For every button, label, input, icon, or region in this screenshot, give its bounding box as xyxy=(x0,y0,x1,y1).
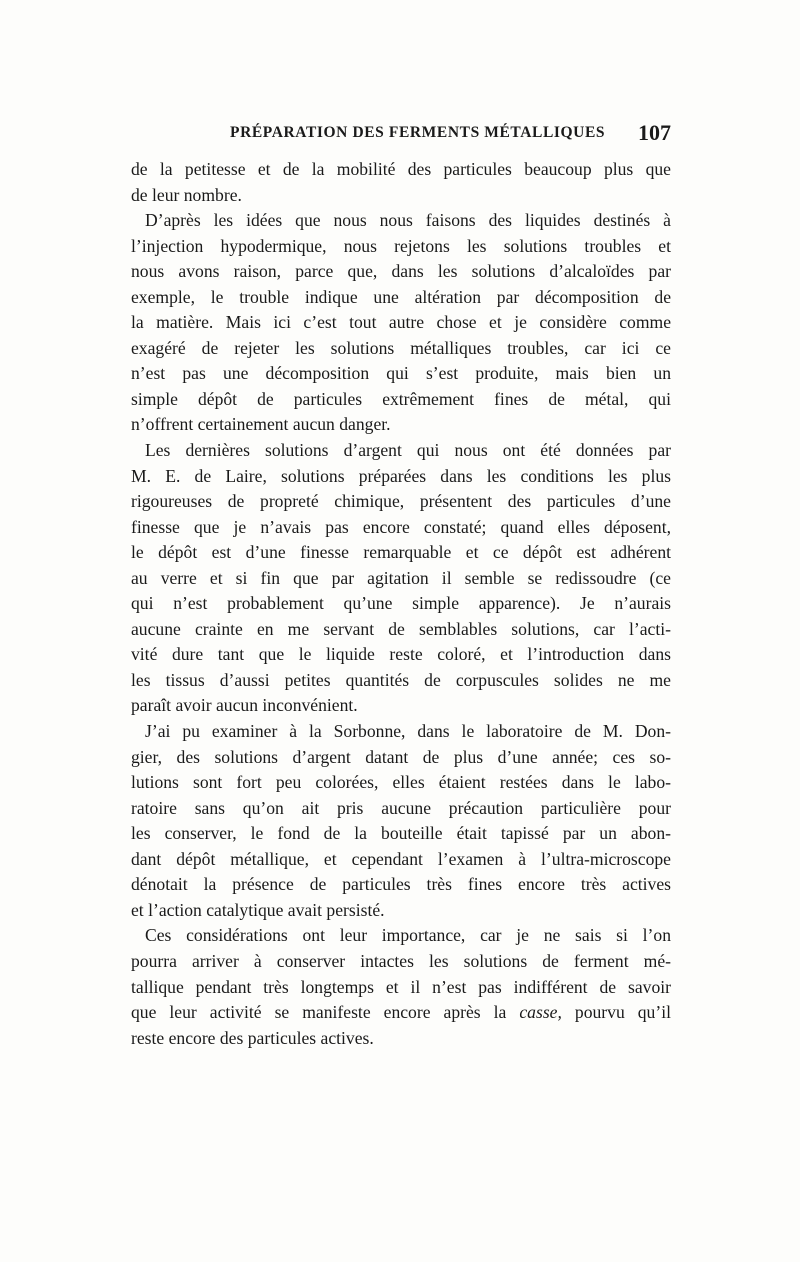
text-line: D’après les idées que nous nous faisons des liquides destinés à xyxy=(145,210,671,231)
text-line: reste encore des particules actives. xyxy=(131,1027,374,1048)
paragraph-2 xyxy=(131,208,671,438)
text-line: lutions sont fort peu colorées, elles étaient restées dans le labo- xyxy=(131,772,671,793)
text-line: n’offrent certainement aucun danger. xyxy=(131,414,391,435)
text-line: aucune crainte en me servant de semblables solutions, car l’acti- xyxy=(131,618,671,639)
text-line: paraît avoir aucun inconvénient. xyxy=(131,695,358,716)
text-line: rigoureuses de propreté chimique, présentent des particules d’une xyxy=(131,491,671,512)
text-line: gier, des solutions d’argent datant de plus d’une année; ces so- xyxy=(131,746,671,767)
paragraph-5 xyxy=(131,923,671,1051)
text-line: Les dernières solutions d’argent qui nous ont été données par xyxy=(145,440,671,461)
text-line: de leur nombre. xyxy=(131,184,242,205)
paragraph-4 xyxy=(131,719,671,923)
text-line: simple dépôt de particules extrêmement fines de métal, qui xyxy=(131,388,671,409)
text-line: exemple, le trouble indique une altération par décomposition de xyxy=(131,286,671,307)
text-line: dant dépôt métallique, et cependant l’examen à l’ultra-microscope xyxy=(131,848,671,869)
text-line: de la petitesse et de la mobilité des particules beaucoup plus que xyxy=(131,159,671,179)
text-segment: que leur activité se manifeste encore après la xyxy=(131,1002,520,1023)
text-line: ratoire sans qu’on ait pris aucune précaution particulière pour xyxy=(131,797,671,818)
text-line: Ces considérations ont leur importance, car je ne sais si l’on xyxy=(145,925,671,946)
text-line-with-italic xyxy=(131,1000,671,1026)
paragraph-3 xyxy=(131,438,671,719)
text-line: tallique pendant très longtemps et il n’est pas indifférent de savoir xyxy=(131,976,671,997)
text-line: exagéré de rejeter les solutions métalliques troubles, car ici ce xyxy=(131,337,671,358)
text-line: l’injection hypodermique, nous rejetons les solutions troubles et xyxy=(131,235,671,256)
running-title: PRÉPARATION DES FERMENTS MÉTALLIQUES xyxy=(230,124,606,141)
text-line: pourra arriver à conserver intactes les solutions de ferment mé- xyxy=(131,950,671,971)
text-line: le dépôt est d’une finesse remarquable et ce dépôt est adhérent xyxy=(131,542,671,563)
text-line: les tissus d’aussi petites quantités de corpuscules solides ne me xyxy=(131,669,671,690)
text-line: qui n’est probablement qu’une simple apparence). Je n’aurais xyxy=(131,593,671,614)
text-line: J’ai pu examiner à la Sorbonne, dans le laboratoire de M. Don- xyxy=(145,721,671,742)
paragraph-1 xyxy=(131,157,671,208)
page-number: 107 xyxy=(638,120,671,145)
text-line: vité dure tant que le liquide reste coloré, et l’introduction dans xyxy=(131,644,671,665)
text-line: finesse que je n’avais pas encore constaté; quand elles déposent, xyxy=(131,516,671,537)
text-line: et l’action catalytique avait persisté. xyxy=(131,899,385,920)
body-text xyxy=(131,157,671,1051)
text-line: la matière. Mais ici c’est tout autre chose et je considère comme xyxy=(131,312,671,333)
text-line: n’est pas une décomposition qui s’est produite, mais bien un xyxy=(131,363,671,384)
running-head xyxy=(131,120,671,150)
italic-word: casse, xyxy=(519,1002,562,1023)
text-segment: pourvu qu’il xyxy=(561,1002,671,1023)
text-line: M. E. de Laire, solutions préparées dans les conditions les plus xyxy=(131,465,671,486)
text-line: dénotait la présence de particules très fines encore très actives xyxy=(131,874,671,895)
text-line: au verre et si fin que par agitation il semble se redissoudre (ce xyxy=(131,567,671,588)
text-line: les conserver, le fond de la bouteille était tapissé par un abon- xyxy=(131,823,671,844)
text-line: nous avons raison, parce que, dans les solutions d’alcaloïdes par xyxy=(131,261,671,282)
